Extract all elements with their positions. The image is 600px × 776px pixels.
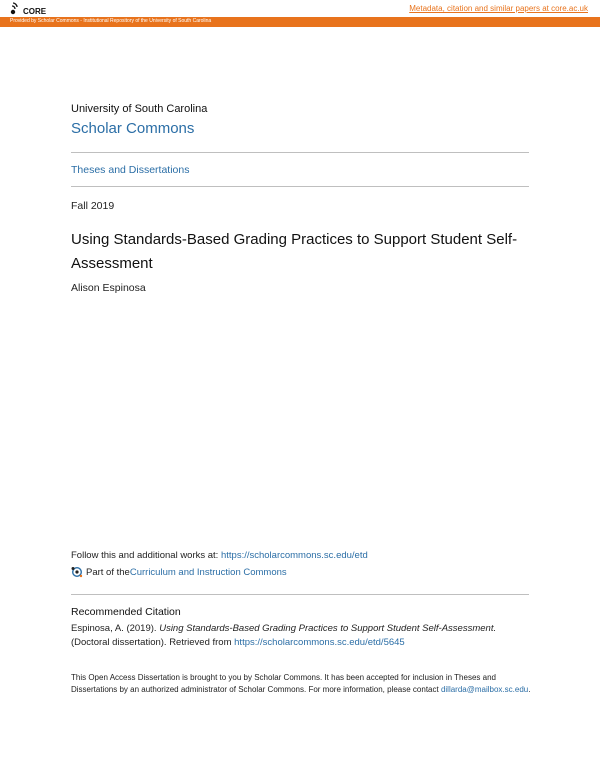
core-logo-text: CORE — [23, 7, 47, 16]
citation-heading: Recommended Citation — [71, 606, 181, 618]
part-of-line — [71, 566, 287, 578]
citation-url-link[interactable]: https://scholarcommons.sc.edu/etd/5645 — [234, 637, 405, 648]
divider — [71, 186, 529, 187]
contact-email-link[interactable]: dillarda@mailbox.sc.edu — [440, 684, 529, 694]
core-logo[interactable] — [10, 2, 46, 16]
core-logo-icon — [10, 2, 22, 16]
collection-link[interactable]: Theses and Dissertations — [71, 164, 190, 176]
follow-line — [71, 550, 368, 561]
citation-pre: Espinosa, A. (2019). — [71, 623, 160, 634]
publication-date: Fall 2019 — [71, 200, 115, 212]
divider — [71, 594, 529, 595]
notice-text: This Open Access Dissertation is brought to you by Scholar Commons. It has been accepted for inclusion in Theses and Dissertations by an authorized administrator of Scholar Commons. For more information, please contact — [71, 673, 496, 694]
follow-prefix: Follow this and additional works at: — [71, 550, 221, 561]
repository-name[interactable]: Scholar Commons — [71, 120, 195, 137]
open-access-notice — [71, 672, 531, 695]
network-commons-icon — [71, 566, 83, 578]
provided-by-text: Provided by Scholar Commons - Institutional Repository of the University of South Carolina — [10, 18, 212, 24]
divider — [71, 152, 529, 153]
author-name: Alison Espinosa — [71, 282, 146, 294]
notice-end: . — [528, 684, 531, 694]
core-banner — [0, 0, 600, 27]
document-title: Using Standards-Based Grading Practices to Support Student Self-Assessment — [71, 231, 518, 272]
follow-url-link[interactable]: https://scholarcommons.sc.edu/etd — [220, 550, 368, 561]
citation-title: Using Standards-Based Grading Practices to Support Student Self-Assessment. — [159, 623, 497, 634]
citation-text — [71, 622, 531, 650]
citation-post: (Doctoral dissertation). Retrieved from — [71, 637, 235, 648]
university-name: University of South Carolina — [71, 103, 208, 115]
part-of-prefix: Part of the — [86, 566, 130, 578]
curriculum-commons-link[interactable]: Curriculum and Instruction Commons — [129, 566, 287, 578]
core-metadata-link[interactable]: Metadata, citation and similar papers at core.ac.uk — [409, 4, 588, 13]
provided-by-banner — [0, 17, 600, 27]
